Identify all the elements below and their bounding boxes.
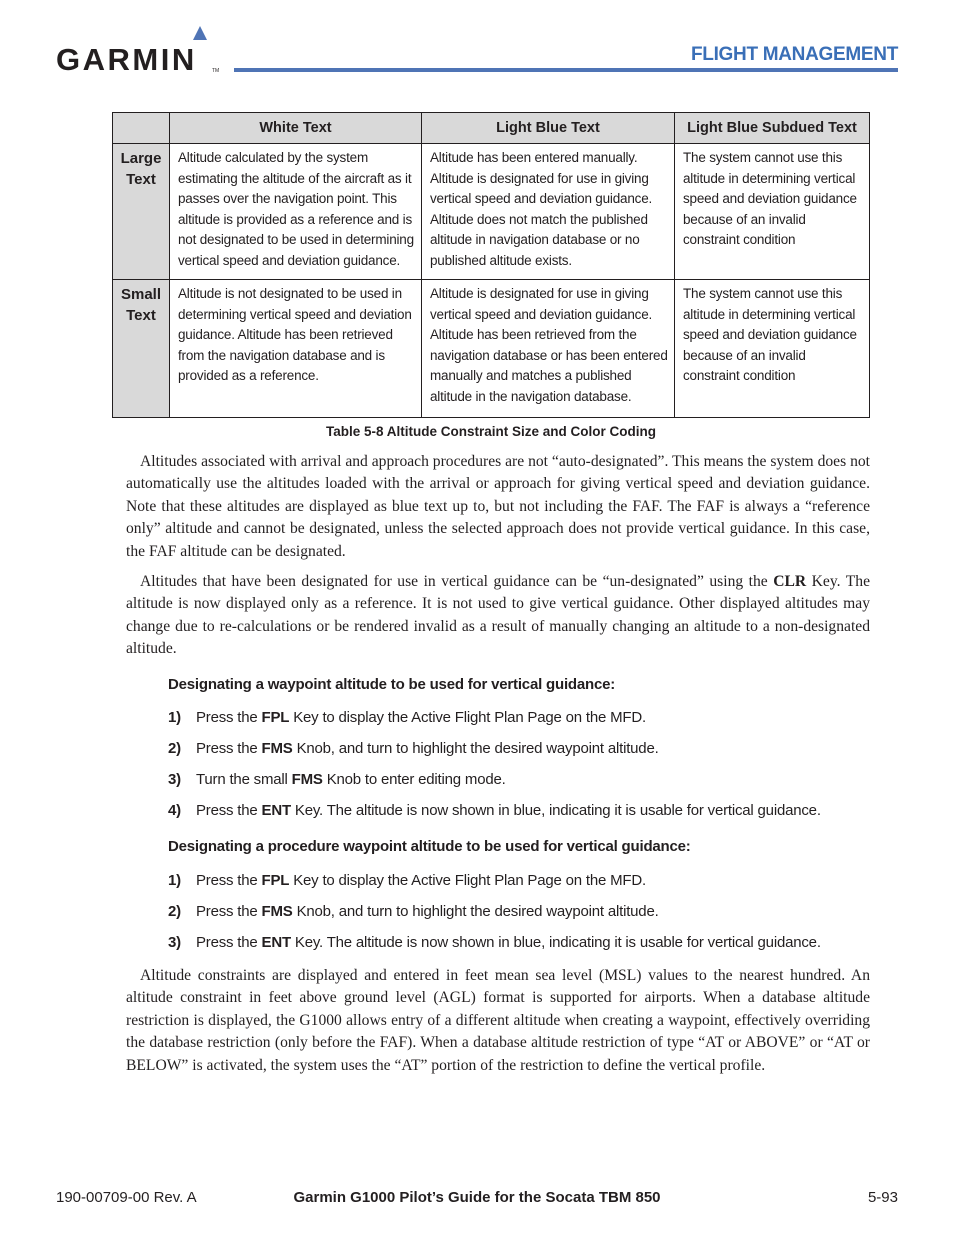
table-cell: The system cannot use this altitude in determining vertical speed and deviation guidance because of an invalid constraint condition [675,144,870,280]
altitude-constraint-table [112,112,870,418]
procedure-title: Designating a waypoint altitude to be used for vertical guidance: [168,676,616,693]
footer-page-number: 5-93 [867,1189,898,1206]
procedure-step: 1) Press the FPL Key to display the Active Flight Plan Page on the MFD. [168,872,646,889]
table-corner-cell [113,113,170,144]
footer-doc-number: 190-00709-00 Rev. A [56,1189,197,1206]
table-header-row [113,113,870,144]
table-cell: Altitude has been entered manually. Altitude is designated for use in giving vertical speed and deviation guidance. Altitude does not match the published altitude in navigation database or no published altitude exists. [422,144,675,280]
procedure-step: 2) Press the FMS Knob, and turn to highlight the desired waypoint altitude. [168,903,659,920]
body-paragraph: Altitude constraints are displayed and entered in feet mean sea level (MSL) values to the nearest hundred. An altitude constraint in feet above ground level (AGL) format is supported for airports. When a database altitude restriction is displayed, the G1000 allows entry of a different altitude when creating a waypoint, effectively overriding the database restriction (only before the FAF). When a database altitude restriction of type “AT or ABOVE” or “AT or BELOW” is activated, the system uses the “AT” portion of the restriction to define the vertical profile. [126,967,870,1074]
svg-text:TM: TM [212,68,220,74]
table-row [113,280,870,418]
body-paragraph: Altitudes associated with arrival and approach procedures are not “auto-designated”. This means the system does not automatically use the altitudes loaded with the arrival or approach for giving vertical speed and deviation guidance. Note that these altitudes are displayed as blue text up to, but not including the FAF. The FAF is always a “reference only” altitude and cannot be designated, unless the selected approach does not provide vertical guidance. In this case, the FAF altitude can be designated. [126,453,870,560]
row-header: Large Text [113,144,170,280]
garmin-logo [56,26,226,76]
logo-wordmark: GARMIN [56,42,197,76]
procedure-step: 2) Press the FMS Knob, and turn to highlight the desired waypoint altitude. [168,740,659,757]
key-name: CLR [773,573,807,590]
table-cell: Altitude is not designated to be used in determining vertical speed and deviation guidance. Altitude has been retrieved from the navigation database and is provided as a reference. [170,280,422,418]
row-header: Small Text [113,280,170,418]
column-header: White Text [170,113,422,144]
section-title: FLIGHT MANAGEMENT [690,44,898,65]
column-header: Light Blue Subdued Text [675,113,870,144]
procedure-step: 4) Press the ENT Key. The altitude is now shown in blue, indicating it is usable for vertical guidance. [168,802,821,819]
table-cell: The system cannot use this altitude in determining vertical speed and deviation guidance because of an invalid constraint condition [675,280,870,418]
column-header: Light Blue Text [422,113,675,144]
procedure-step: 3) Turn the small FMS Knob to enter editing mode. [168,771,506,788]
header-rule [234,68,898,72]
procedure-step: 1) Press the FPL Key to display the Active Flight Plan Page on the MFD. [168,709,646,726]
logo-triangle-icon [193,26,207,40]
table-caption: Table 5-8 Altitude Constraint Size and Color Coding [325,424,656,439]
procedure-title: Designating a procedure waypoint altitude to be used for vertical guidance: [168,838,691,855]
procedure-step: 3) Press the ENT Key. The altitude is now shown in blue, indicating it is usable for vertical guidance. [168,934,821,951]
table-row [113,144,870,280]
table-cell: Altitude is designated for use in giving vertical speed and deviation guidance. Altitude has been retrieved from the navigation database or has been entered manually and matches a published altitude in the navigation database. [422,280,675,418]
footer-title: Garmin G1000 Pilot’s Guide for the Socata TBM 850 [293,1189,661,1206]
table-cell: Altitude calculated by the system estimating the altitude of the aircraft as it passes over the navigation point. This altitude is provided as a reference and is not designated to be used in determining vertical speed and deviation guidance. [170,144,422,280]
body-paragraph: Altitudes that have been designated for use in vertical guidance can be “un-designated” using the CLR Key. The altitude is now displayed only as a reference. It is not used to give vertical guidance. Other displayed altitudes may change due to re-calculations or be rendered invalid as a result of manually changing an altitude to a non-designated altitude. [126,573,870,658]
